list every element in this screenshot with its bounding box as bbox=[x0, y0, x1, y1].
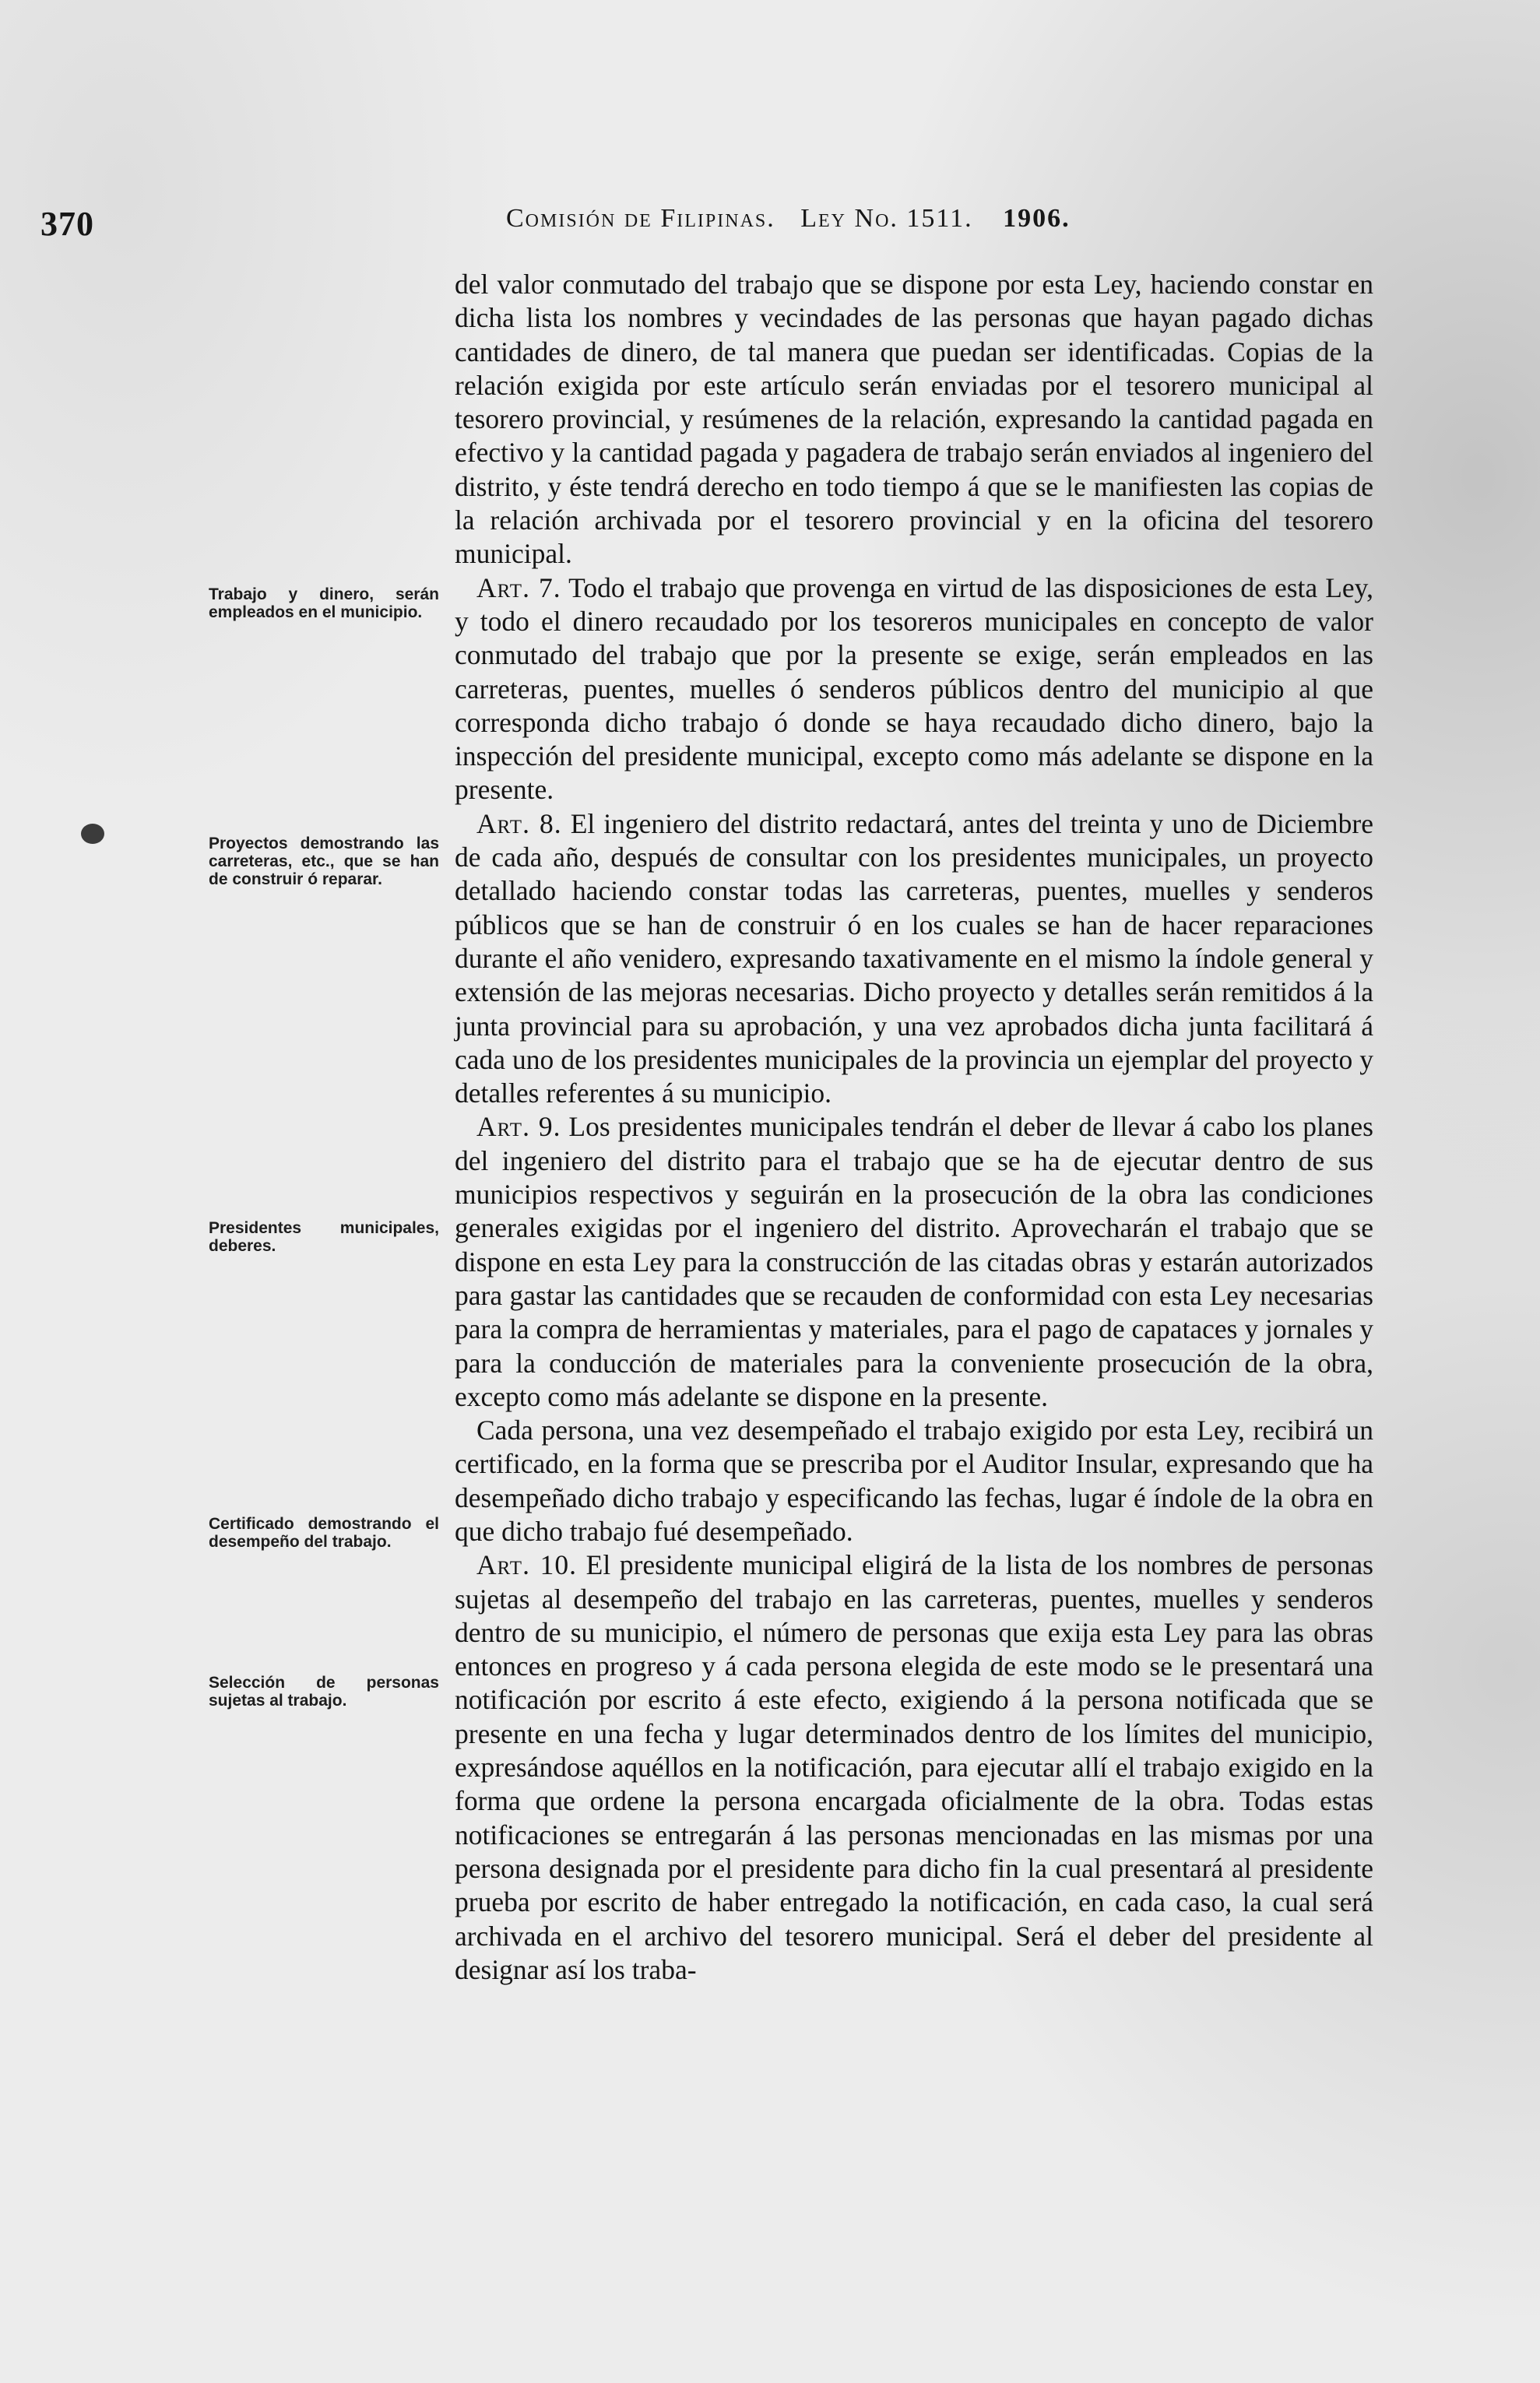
paragraph-text: Cada persona, una vez desempeñado el trabajo exigido por esta Ley, recibirá un certificado, en la forma que se prescriba por el Auditor Insular, expresando que ha desempeñado dicho trabajo y especificando las fechas, lugar é índole de la obra en que dicho trabajo fué desempeñado. bbox=[455, 1415, 1373, 1547]
margin-note-proyectos: Proyectos demostrando las carreteras, etc., que se han de construir ó reparar. bbox=[209, 835, 439, 888]
running-head bbox=[506, 204, 1071, 234]
article-8 bbox=[455, 807, 1373, 1111]
article-text: Todo el trabajo que provenga en virtud de las disposiciones de esta Ley, y todo el dinero recaudado por los tesoreros municipales en concepto de valor conmutado del trabajo que por la presente se exige, serán empleados en las carreteras, puentes, muelles ó senderos públicos dentro del municipio al que corresponda dicho trabajo ó donde se haya recaudado dicho dinero, bajo la inspección del presidente municipal, excepto como más adelante se dispone en la presente. bbox=[455, 571, 1374, 806]
article-10 bbox=[455, 1548, 1373, 1987]
certificado-paragraph bbox=[455, 1414, 1373, 1548]
article-label: Art. 9. bbox=[476, 1111, 561, 1143]
law-number: Ley No. 1511. bbox=[800, 204, 973, 233]
article-text: El presidente municipal eligirá de la lista de los nombres de personas sujetas al desempeño del trabajo en las carreteras, puentes, muelles y senderos dentro de su municipio, el número de personas que exija esta Ley para las obras entonces en progreso y á cada persona elegida de este modo se le presentará una notificación por escrito á este efecto, exigiendo á la persona notificada que se presente en una fecha y lugar determinados dentro de los límites del municipio, expresándose aquéllos en la notificación, para ejecutar allí el trabajo exigido en la forma que ordene la persona encargada oficialmente de la obra. Todas estas notificaciones se entregarán á las personas mencionadas en las mismas por una persona designada por el presidente para dicho fin la cual presentará al presidente prueba por escrito de haber entregado la notificación, en cada caso, la cual será archivada en el archivo del tesorero municipal. Será el deber del presidente al designar así los traba- bbox=[455, 1549, 1373, 1985]
margin-note-certificado: Certificado demostrando el desempeño del trabajo. bbox=[209, 1515, 439, 1551]
margin-note-trabajo-dinero: Trabajo y dinero, serán empleados en el municipio. bbox=[209, 585, 439, 621]
paragraph-text: del valor conmutado del trabajo que se dispone por esta Ley, haciendo constar en dicha lista los nombres y vecindades de las personas que hayan pagado dichas cantidades de dinero, de tal manera que puedan ser identificadas. Copias de la relación exigida por este artículo serán enviadas por el tesorero municipal al tesorero provincial, y resúmenes de la relación, expresando la cantidad pagada en efectivo y la cantidad pagada y pagadera de trabajo serán enviados al ingeniero del distrito, y éste tendrá derecho en todo tiempo á que se le manifiesten las copias de la relación archivada por el tesorero provincial y en la oficina del tesorero municipal. bbox=[455, 269, 1373, 570]
body-text bbox=[455, 268, 1373, 1987]
article-label: Art. 8. bbox=[476, 807, 562, 839]
paragraph-continuation bbox=[455, 268, 1373, 571]
article-text: El ingeniero del distrito redactará, antes del treinta y uno de Diciembre de cada año, después de consultar con los presidentes municipales, un proyecto detallado haciendo constar todas las carreteras, puentes, muelles y senderos públicos que se han de construir ó en los cuales se han de hacer reparaciones durante el año venidero, expresando taxativamente en el mismo la índole general y extensión de las mejoras necesarias. Dicho proyecto y detalles serán remitidos á la junta provincial para su aprobación, y una vez aprobados dicha junta facilitará á cada uno de los presidentes municipales de la provincia un ejemplar del proyecto y detalles referentes á su municipio. bbox=[455, 807, 1373, 1109]
ink-blot bbox=[81, 824, 104, 844]
page-number: 370 bbox=[40, 205, 94, 243]
article-label: Art. 7. bbox=[476, 571, 561, 603]
article-7 bbox=[455, 571, 1373, 807]
article-9 bbox=[455, 1110, 1373, 1414]
margin-note-presidentes: Presidentes municipales, deberes. bbox=[209, 1219, 439, 1255]
year: 1906. bbox=[1003, 204, 1071, 233]
margin-note-seleccion: Selección de personas sujetas al trabajo. bbox=[209, 1674, 439, 1710]
running-title: Comisión de Filipinas. bbox=[506, 204, 775, 233]
article-label: Art. 10. bbox=[476, 1549, 577, 1581]
article-text: Los presidentes municipales tendrán el deber de llevar á cabo los planes del ingeniero del distrito para el trabajo que se ha de ejecutar dentro de sus municipios respectivos y seguirán en la prosecución de la obra las condiciones generales exigidas por el ingeniero del distrito. Aprovecharán el trabajo que se dispone en esta Ley para la construcción de las citadas obras y estarán autorizados para gastar las cantidades que se recauden de conformidad con esta Ley necesarias para la compra de herramientas y materiales, para el pago de capataces y jornales y para la conducción de materiales para la conveniente prosecución de la obra, excepto como más adelante se dispone en la presente. bbox=[455, 1111, 1373, 1412]
